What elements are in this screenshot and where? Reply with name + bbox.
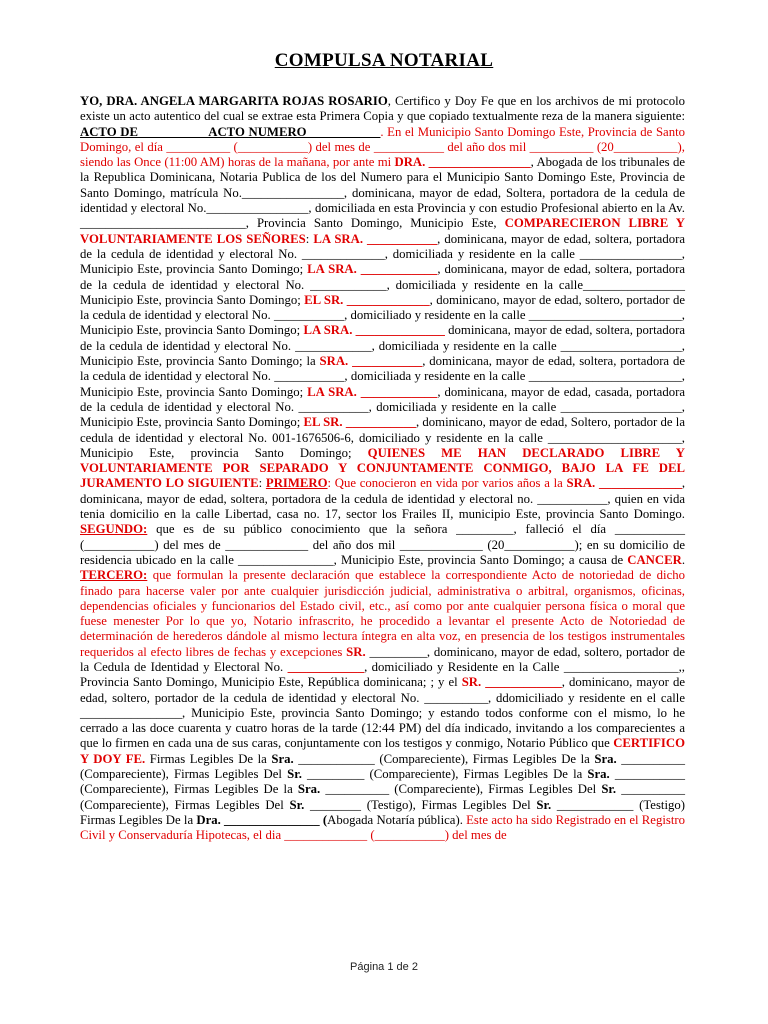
text-segment: , dominicano, mayor de edad, soltero, portador de la cedula de identidad y electoral No. ___________, domiciliado y residente en la calle ________________________, Municipio Este, provincia Santo Domingo;	[80, 292, 685, 338]
text-segment: ____________	[287, 659, 365, 674]
text-segment: Sr.	[536, 797, 552, 812]
text-segment: SR. ____________	[461, 675, 562, 690]
text-segment: Sra.	[594, 751, 617, 766]
text-segment: :	[305, 231, 314, 246]
text-segment: PRIMERO	[265, 476, 328, 491]
text-segment: QUIENES ME HAN DECLARADO LIBRE Y VOLUNTARIAMENTE POR SEPARADO Y CONJUNTAMENTE CONMIGO, BAJO LA FE DEL JURAMENTO LO SIGUIENTE	[80, 445, 685, 491]
text-segment: , domiciliado y Residente en la Calle __________________,, Provincia Santo Domingo, Municipio Este, República dominicana; ; y el	[80, 659, 685, 690]
text-segment: LA SRA. ____________	[307, 384, 438, 399]
text-segment: LA SRA. ____________	[307, 262, 438, 277]
text-segment: , dominicana, mayor de edad, casada, portadora de la cedula de identidad y electoral No. ___________, domiciliada y residente en la calle ___________________, Municipio Este, provincia Santo Domingo;	[80, 384, 685, 430]
text-segment: ACTO DE __________ ACTO NUMERO ___________	[80, 124, 381, 139]
text-segment: EL SR. _____________	[304, 292, 430, 307]
text-segment: :	[258, 476, 266, 491]
text-segment: Sra.	[297, 782, 321, 797]
text-segment: , dominicana, mayor de edad, soltera, portadora de la cedula de identidad y electoral No. _____________, domiciliada y residente en la calle ________________, Municipio Este, provincia Santo Domingo;	[80, 231, 685, 277]
text-segment: Este acto ha sido Registrado en el Registro Civil y Conservaduría Hipotecas, el dia _____________ (___________) del mes de	[80, 812, 686, 843]
text-segment: COMPARECIERON LIBRE Y VOLUNTARIAMENTE LOS SEÑORES	[80, 216, 685, 246]
text-segment: Abogada Notaría pública).	[327, 812, 467, 827]
text-segment: TERCERO:	[80, 568, 148, 583]
page-number: Página 1 de 2	[350, 961, 418, 973]
text-segment: __________ (Compareciente), Firmas Legibles Del	[320, 782, 602, 797]
text-segment: , Abogada de los tribunales de la Republica Dominicana, Notaria Publica de los del Numero para el Municipio Santo Domingo Este, Provincia de Santo Domingo, matrícula No.________________, dominicana, mayor de edad, Soltera, portadora de la cedula de identidad y electoral No.________________, domiciliada en esta Provincia y con estudio Profesional abierto en la Av. __________________________, Provincia Santo Domingo, Municipio Este,	[80, 155, 685, 231]
text-segment: YO, DRA. ANGELA MARGARITA ROJAS ROSARIO	[80, 94, 388, 108]
text-segment: EL SR. ___________	[303, 415, 416, 430]
text-segment: LA SRA. ______________	[303, 323, 445, 338]
text-segment: ____________ (Compareciente), Firmas Legibles De la	[293, 751, 595, 766]
text-segment: DRA. ________________	[394, 155, 531, 170]
text-segment: __________ (Compareciente), Firmas Legibles Del	[80, 782, 686, 812]
text-segment: ___________ (Compareciente), Firmas Legibles De la	[80, 767, 685, 797]
text-segment: SR.	[346, 644, 366, 659]
text-segment: , dominicana, mayor de edad, soltera, portadora de la cedula de identidad y electoral No. ___________, domiciliada y residente en la calle ________________________, Municipio Este, provincia Santo Domingo;	[80, 354, 685, 399]
text-segment: LA SRA. ___________	[313, 231, 438, 246]
text-segment: CERTIFICO Y DOY FE.	[80, 736, 685, 766]
text-segment: SEGUNDO:	[80, 522, 148, 537]
text-segment: ____________ (Testigo) Firmas Legibles De la	[80, 797, 685, 827]
text-segment: ________ (Testigo), Firmas Legibles Del	[304, 797, 537, 812]
text-segment: Firmas Legibles De la	[145, 751, 272, 766]
text-segment: SRA. _____________	[566, 476, 682, 491]
text-segment: _________ (Compareciente), Firmas Legibles De la	[301, 767, 588, 782]
document-body	[80, 94, 685, 844]
text-segment: Sr.	[289, 797, 305, 812]
text-segment: dominicana, mayor de edad, soltera, portadora de la cedula de identidad y electoral No. ____________, domiciliada y residente en la calle ___________________, Municipio Este, provincia Santo Domingo; la	[80, 323, 685, 369]
text-segment: Sra.	[587, 767, 610, 782]
text-segment: .	[681, 552, 685, 567]
text-segment: , dominicano, mayor de edad, soltero, portador de la cedula de identidad y electoral No. __________, ddomiciliado y residente en el calle ________________, Municipio Este, provincia Santo Domingo; y estando todos conforme con el mismo, lo he cerrado a las doce cuarenta y cuatro horas de la tarde (12:44 PM) del día indicado, invitando a los comparecientes a que lo firmen en cada una de sus caras, conjuntamente con los testigos y conmigo, Notario Público que	[80, 675, 685, 751]
text-segment: . En el Municipio Santo Domingo Este, Provincia de Santo Domingo, el día __________ (___________) del mes de ___________ del año dos mil __________ (20__________), siendo las Once (11:00 AM) horas de la mañana, por ante mi	[80, 124, 685, 170]
text-segment: : Que conocieron en vida por varios años a la	[327, 476, 567, 491]
text-segment: , dominicana, mayor de edad, soltera, portadora de la cedula de identidad y electoral no. ___________, quien en vida tenia domicilio en la calle Libertad, casa no. 17, sector los Frailes II, municipio Este, provincia Santo Domingo.	[80, 476, 686, 522]
text-segment: que es de su público conocimiento que la señora _________, falleció el día ___________ (___________) del mes de _____________ del año dos mil _____________ (20___________); en su domicilio de residencia ubicado en la calle _______________, Municipio Este, provincia Santo Domingo; a causa de	[80, 522, 685, 567]
text-segment: Dra. _______________ (	[196, 812, 328, 827]
text-segment: CANCER	[627, 552, 682, 567]
text-segment: , dominicana, mayor de edad, soltera, portadora de la cedula de identidad y electoral No. ____________, domiciliada y residente en la calle________________ Municipio Este, provincia Santo Domingo;	[80, 262, 685, 307]
text-segment: , dominicano, mayor de edad, Soltero, portador de la cedula de identidad y electoral No. 001-1676506-6, domiciliado y residente en la calle _____________________, Municipio Este, provincia Santo Domingo;	[80, 415, 685, 460]
text-segment: , Certifico y Doy Fe que en los archivos de mi protocolo existe un acto autentico del cual se extrae esta Primera Copia y que copiado textualmente reza de la manera siguiente:	[80, 94, 685, 124]
text-segment: Sr.	[287, 767, 302, 782]
text-segment: __________ (Compareciente), Firmas Legibles Del	[80, 751, 686, 782]
text-segment: _________, dominicano, mayor de edad, soltero, portador de la Cedula de Identidad y Electoral No.	[80, 644, 685, 674]
text-segment: Sr.	[601, 782, 617, 797]
document-title: COMPULSA NOTARIAL	[274, 50, 494, 71]
text-segment: Sra.	[271, 751, 294, 766]
text-segment: SRA. ___________	[319, 354, 423, 369]
text-segment: que formulan la presente declaración que establece la correspondiente Acto de notoriedad de dicho finado para hacerse valer por ante cualquier jurisdicción judicial, administrativa o arbitral, organismos, oficinas, dependencias oficiales y funcionarios del Estado civil, etc., así como por ante cualquier persona física o moral que fuese menester Por lo que yo, Notario infrascrito, he procedido a levantar el presente Acto de Notoriedad de determinación de herederos dándole al mismo lectura íntegra en alta voz, en presencia de los testigos instrumentales requeridos al efecto libres de fechas y excepciones	[80, 568, 685, 659]
